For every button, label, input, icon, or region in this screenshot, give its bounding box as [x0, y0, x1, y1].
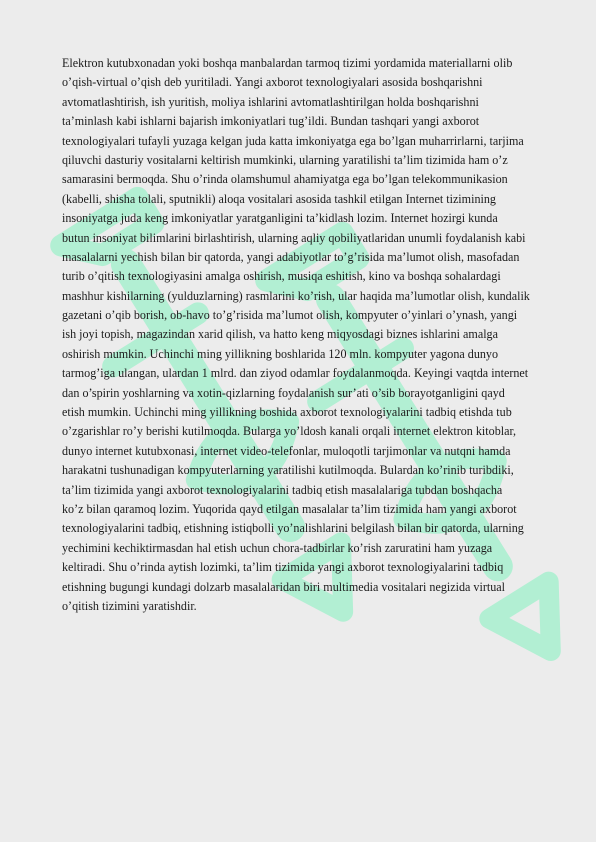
- text-line: keltiradi. Shu o’rinda aytish lozimki, ta’lim tizimida yangi axborot texnologiyalarini tadbiq: [62, 560, 504, 575]
- text-line: o’zgarishlar ro’y berishi kutilmoqda. Bularga yo’ldosh kanali orqali internet elektron kitoblar,: [62, 424, 517, 439]
- text-line: harakatni tushunadigan kompyuterlarning yaratilishi kutilmoqda. Bulardan ko’rinib turibdiki,: [62, 463, 514, 478]
- text-line: masalalarni yechish bilan bir qatorda, yangi adabiyotlar to’g’risida ma’lumot olish, masofadan: [62, 249, 520, 264]
- text-line: oshirish mumkin. Uchinchi ming yillikning boshlarida 120 mln. kompyuter yagona dunyo: [62, 346, 499, 361]
- text-line: ish joyi topish, magazindan xarid qilish, va hatto keng miqyosdagi biznes ishlarini amalga: [62, 327, 498, 342]
- text-line: o’qitish tizimini yaratishdir.: [62, 598, 197, 613]
- body-text: [62, 54, 557, 616]
- text-line: ta’lim tizimida yangi axborot texnologiyalarini tadbiq etish masalalariga tubdan boshqacha: [62, 482, 503, 497]
- text-line: butun insoniyat bilimlarini birlashtirish, ularning aqliy qobiliyatlaridan unumli foydalanish kabi: [62, 230, 526, 245]
- text-line: texnologiyalarini tadbiq, etishning istiqbolli yo’nalishlarini belgilash bilan bir qatorda, ularning: [62, 521, 524, 536]
- text-line: yechimini kechiktirmasdan hal etish uchun chora-tadbirlar ko’rish zaruratini ham yuzaga: [62, 540, 493, 555]
- text-line: texnologiyalari tufayli yuzaga kelgan juda katta imkoniyatga ega bo’lgan muharrirlarni, tarjima: [62, 133, 524, 148]
- text-line: dunyo internet kutubxonasi, internet video-telefonlar, muloqotli tarjimonlar va nutqni hamda: [62, 443, 511, 458]
- text-line: dan o’spirin yoshlarning va xotin-qizlarning foydalanish sur’ati o’sib borayotganligini qayd: [62, 385, 505, 400]
- text-line: (kabelli, shisha tolali, sputnikli) aloqa vositalari asosida tashkil etilgan Internet tizimining: [62, 191, 496, 206]
- text-line: turib o’qitish texnologiyasini amalga oshirish, musiqa eshitish, kino va boshqa sohalardagi: [62, 269, 501, 284]
- text-line: ta’minlash kabi ishlarni bajarish imkoniyatlari tug’ildi. Bundan tashqari yangi axborot: [62, 114, 480, 129]
- text-line: etishning bugungi kundagi dolzarb masalalaridan biri multimedia vositalari negizida virtual: [62, 579, 505, 594]
- text-line: tarmog’iga ulangan, ulardan 1 mlrd. dan ziyod odamlar foydalanmoqda. Keyingi vaqtda internet: [62, 366, 529, 381]
- text-line: mashhur kishilarning (yulduzlarning) rasmlarini ko’rish, ular haqida ma’lumotlar olish, kundalik: [62, 288, 530, 303]
- text-line: avtomatlashtirish, ish yuritish, moliya ishlarini avtomatlashtirilgan holda boshqarishni: [62, 94, 479, 109]
- text-line: ko’z bilan qaramoq lozim. Yuqorida qayd etilgan masalalar ta’lim tizimida ham yangi axborot: [62, 501, 517, 516]
- text-line: o’qish-virtual o’qish deb yuritiladi. Yangi axborot texnologiyalari asosida boshqarishni: [62, 75, 483, 90]
- text-line: gazetani o’qib borish, ob-havo to’g’risida ma’lumot olish, kompyuter o’yinlari o’ynash, yangi: [62, 308, 518, 323]
- text-line: insoniyatga juda keng imkoniyatlar yaratganligini ta’kidlash lozim. Internet hozirgi kunda: [62, 211, 498, 226]
- text-line: Elektron kutubxonadan yoki boshqa manbalardan tarmoq tizimi yordamida materiallarni olib: [62, 56, 513, 70]
- text-line: qiluvchi dasturiy vositalarni keltirish mumkinki, ularning yaratilishi ta’lim tizimida ham o’z: [62, 152, 508, 167]
- text-line: samarasini bermoqda. Shu o’rinda olamshumul ahamiyatga ega bo’lgan telekommunikasion: [62, 172, 508, 187]
- text-line: etish mumkin. Uchinchi ming yillikning boshida axborot texnologiyalarini tadbiq etishda tub: [62, 405, 512, 420]
